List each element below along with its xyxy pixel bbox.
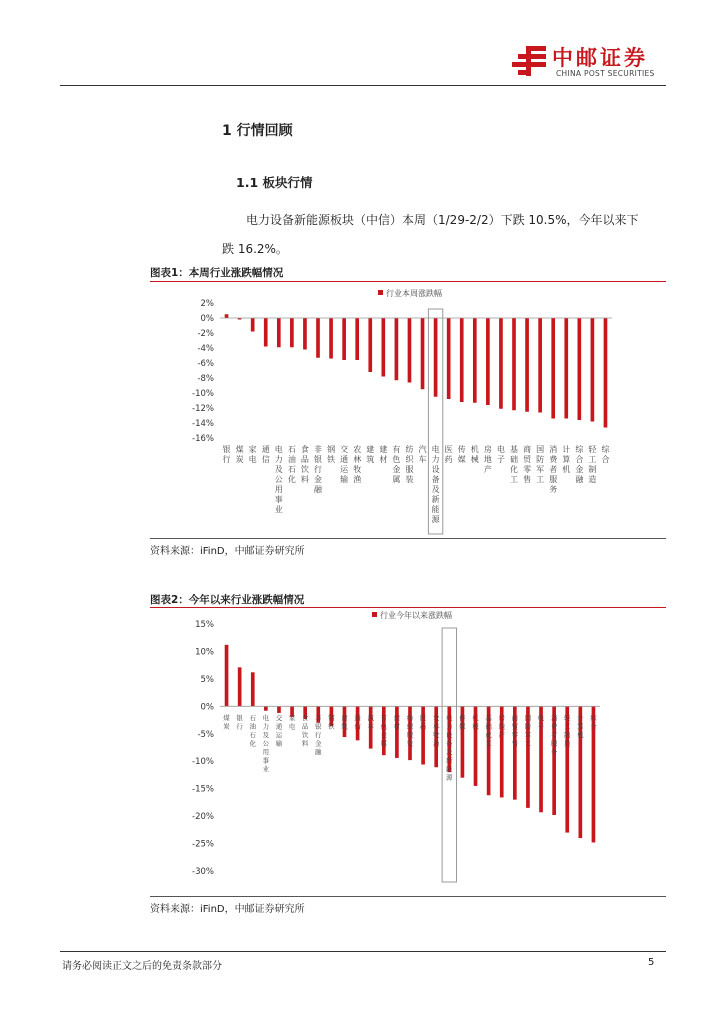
bar <box>460 318 464 402</box>
brand-name-en: CHINA POST SECURITIES <box>556 69 655 78</box>
x-tick-label: 计算机 <box>562 445 571 474</box>
chart-ytd-industry-change <box>150 608 666 896</box>
y-tick-label: -16% <box>192 434 214 444</box>
paragraph-line-1: 电力设备新能源板块（中信）本周（1/29-2/2）下跌 10.5%，今年以来下 <box>246 213 639 227</box>
bar <box>499 318 503 409</box>
x-tick-label: 石油石化 <box>249 714 257 748</box>
bar <box>329 318 333 359</box>
chart-weekly-industry-change <box>150 282 666 538</box>
bar <box>277 706 281 713</box>
bar <box>408 318 412 383</box>
bar <box>382 318 386 377</box>
legend-label: 行业本周涨跌幅 <box>386 289 442 298</box>
x-tick-label: 建筑 <box>366 445 375 464</box>
bar <box>264 318 268 347</box>
figure2-bottom-rule <box>150 896 666 897</box>
x-tick-label: 房地产 <box>483 445 492 474</box>
bar <box>303 318 307 350</box>
y-tick-label: -2% <box>197 329 214 339</box>
figure1-source: 资料来源：iFinD，中邮证券研究所 <box>150 546 305 557</box>
y-tick-label: 0% <box>200 314 214 324</box>
bar <box>290 318 294 347</box>
x-tick-label: 纺织服装 <box>405 445 414 484</box>
bar <box>604 318 608 428</box>
x-tick-label: 石油石化 <box>287 445 296 484</box>
header-divider <box>60 85 666 86</box>
bar <box>368 318 372 372</box>
y-tick-label: 15% <box>195 620 214 630</box>
x-tick-label: 电力设备及新能源 <box>431 445 440 524</box>
x-tick-label: 消费者服务 <box>549 445 558 494</box>
x-tick-label: 电力设备及新能源 <box>446 714 453 782</box>
x-tick-label: 银行 <box>222 445 231 464</box>
figure1-title: 图表1：本周行业涨跌幅情况 <box>150 267 284 279</box>
x-tick-label: 煤炭 <box>235 445 244 464</box>
x-tick-label: 基础化工 <box>510 445 518 484</box>
figure2-title: 图表2：今年以来行业涨跌幅情况 <box>150 594 305 606</box>
x-tick-label: 商贸零售 <box>523 445 532 484</box>
x-tick-label: 传媒 <box>459 714 466 731</box>
bar <box>421 318 425 389</box>
bar <box>238 667 242 706</box>
x-tick-label: 钢铁 <box>327 445 336 464</box>
x-tick-label: 商贸零售 <box>511 714 519 748</box>
bar <box>551 318 555 419</box>
x-tick-label: 汽车 <box>418 445 427 464</box>
x-tick-label: 农林牧渔 <box>432 714 440 748</box>
y-tick-label: -15% <box>192 784 214 795</box>
y-tick-label: -8% <box>197 374 214 384</box>
bar <box>277 318 281 347</box>
x-tick-label: 纺织服装 <box>406 714 414 748</box>
x-tick-label: 轻工制造 <box>563 714 571 748</box>
bar <box>538 318 542 413</box>
x-tick-label: 通信 <box>261 445 270 464</box>
y-tick-label: -4% <box>197 344 214 354</box>
bar <box>473 318 477 403</box>
x-tick-label: 食品饮料 <box>301 714 309 748</box>
x-tick-label: 房地产 <box>498 714 505 739</box>
x-tick-label: 轻工制造 <box>588 445 597 484</box>
x-tick-label: 传媒 <box>457 445 466 464</box>
x-tick-label: 国防军工 <box>524 714 532 748</box>
subsection-title: 1.1 板块行情 <box>236 175 313 190</box>
x-tick-label: 有色金属 <box>392 445 401 484</box>
x-tick-label: 国防军工 <box>536 445 545 484</box>
y-tick-label: -25% <box>192 839 214 850</box>
y-tick-label: 10% <box>195 647 214 658</box>
bar <box>355 318 359 360</box>
x-tick-label: 医药 <box>419 714 427 731</box>
x-tick-label: 农林牧渔 <box>353 445 362 484</box>
x-tick-label: 综合金融 <box>575 445 584 484</box>
paragraph-line-2: 跌 16.2%。 <box>222 242 288 256</box>
bar <box>578 318 582 420</box>
bar <box>486 318 490 405</box>
x-tick-label: 建筑 <box>341 714 348 731</box>
bar <box>525 318 529 412</box>
x-tick-label: 交通运输 <box>340 445 349 484</box>
section-title: 1 行情回顾 <box>222 123 293 139</box>
x-tick-label: 电子 <box>496 445 505 464</box>
bar <box>591 318 595 422</box>
bar <box>564 318 568 419</box>
bar <box>434 318 438 397</box>
x-tick-label: 家电 <box>248 445 257 464</box>
x-tick-label: 电子 <box>537 714 545 731</box>
x-tick-label: 非银行金融 <box>314 445 322 494</box>
bar <box>225 314 229 318</box>
y-tick-label: -10% <box>192 389 214 399</box>
brand-name-cn: 中邮证券 <box>552 46 648 70</box>
x-tick-label: 建材 <box>379 445 388 464</box>
legend-swatch <box>372 612 377 617</box>
x-tick-label: 消费者服务 <box>550 714 558 756</box>
x-tick-label: 基础化工 <box>485 714 492 748</box>
bar <box>225 645 229 706</box>
bar <box>251 318 255 332</box>
x-tick-label: 机械 <box>472 714 479 731</box>
footer-divider <box>60 951 666 952</box>
y-tick-label: -20% <box>192 812 214 823</box>
y-tick-label: -5% <box>197 729 214 740</box>
bar <box>251 672 255 706</box>
bar <box>395 318 399 380</box>
bar <box>264 706 268 710</box>
y-tick-label: -14% <box>192 419 214 429</box>
y-tick-label: -10% <box>192 757 214 768</box>
y-tick-label: -30% <box>192 867 214 877</box>
x-tick-label: 食品饮料 <box>300 445 309 484</box>
legend-swatch <box>378 290 383 295</box>
x-tick-label: 电力及公用事业 <box>262 714 270 773</box>
legend-label: 行业今年以来涨跌幅 <box>380 611 452 620</box>
figure2-source: 资料来源：iFinD，中邮证券研究所 <box>150 904 305 915</box>
bar <box>447 318 451 399</box>
x-tick-label: 非银行金融 <box>315 714 322 756</box>
y-tick-label: 2% <box>200 299 214 309</box>
x-tick-label: 医药 <box>444 445 453 464</box>
x-tick-label: 计算机 <box>577 714 584 739</box>
y-tick-label: 0% <box>200 702 214 713</box>
x-tick-label: 银行 <box>236 714 243 731</box>
x-tick-label: 综合 <box>601 445 610 464</box>
x-tick-label: 机械 <box>470 445 479 464</box>
x-tick-label: 家电 <box>288 714 296 731</box>
x-tick-label: 建材 <box>393 714 401 731</box>
x-tick-label: 综合 <box>590 714 597 731</box>
china-post-logo-icon <box>512 44 548 78</box>
x-tick-label: 钢铁 <box>328 714 335 731</box>
x-tick-label: 通信 <box>354 714 361 731</box>
x-tick-label: 煤炭 <box>223 714 230 731</box>
page-number: 5 <box>648 957 655 968</box>
bar <box>512 318 516 410</box>
y-tick-label: -12% <box>192 404 214 414</box>
x-tick-label: 汽车 <box>367 714 374 731</box>
figure1-bottom-rule <box>150 538 666 539</box>
x-tick-label: 交通运输 <box>275 714 283 748</box>
bar <box>342 318 346 360</box>
y-tick-label: 5% <box>200 674 214 685</box>
bar <box>316 318 320 358</box>
x-tick-label: 电力及公用事业 <box>274 445 283 514</box>
footer-disclaimer: 请务必阅读正文之后的免责条款部分 <box>62 961 222 972</box>
y-tick-label: -6% <box>197 359 214 369</box>
x-tick-label: 有色金属 <box>380 714 388 748</box>
